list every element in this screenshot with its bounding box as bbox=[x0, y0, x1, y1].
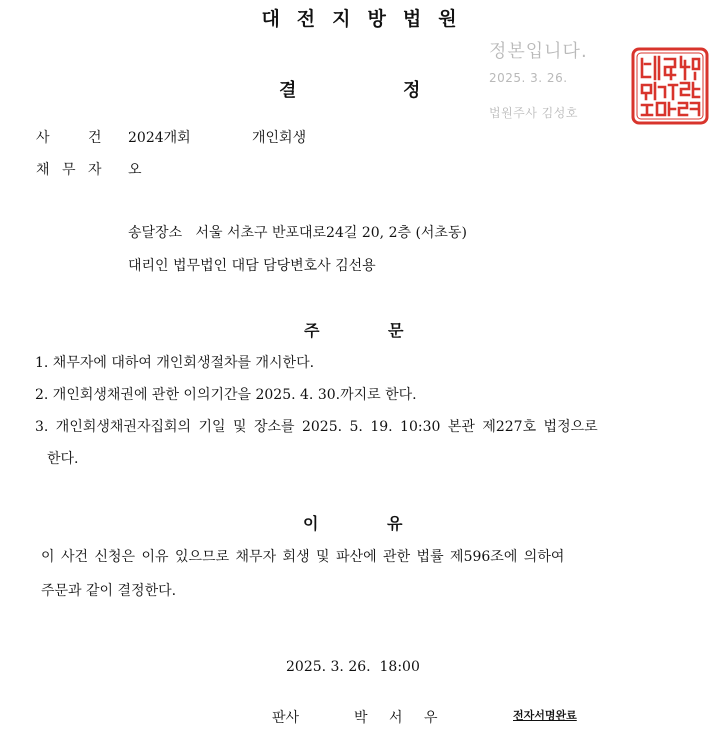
reason-heading-char-1: 이 bbox=[303, 514, 319, 533]
debtor-label-char-3: 자 bbox=[88, 162, 102, 178]
debtor-label-char-2: 무 bbox=[62, 162, 76, 178]
legal-agent: 대리인 법무법인 대담 담당변호사 김선용 bbox=[128, 258, 376, 274]
judge-title: 판사 bbox=[272, 710, 300, 726]
reason-heading-char-2: 유 bbox=[387, 514, 403, 533]
case-label-char-1: 사 bbox=[36, 130, 50, 146]
document-type-char-2: 정 bbox=[403, 80, 421, 101]
certified-copy-text: 정본입니다. bbox=[489, 41, 588, 62]
certifying-clerk: 법원주사 김성호 bbox=[489, 106, 578, 120]
reason-line-1: 이 사건 신청은 이유 있으므로 채무자 회생 및 파산에 관한 법률 제596조에 의하여 bbox=[41, 549, 565, 565]
order-item-3: 3. 개인회생채권자집회의 기일 및 장소를 2025. 5. 19. 10:30 본관 제227호 법정으로 bbox=[35, 419, 598, 435]
judge-name-char-1: 박 bbox=[354, 710, 368, 726]
order-item-1: 1. 채무자에 대하여 개인회생절차를 개시한다. bbox=[35, 355, 315, 371]
debtor-label-char-1: 채 bbox=[36, 162, 50, 178]
debtor-name: 오 bbox=[128, 162, 142, 178]
service-address: 송달장소 서울 서초구 반포대로24길 20, 2층 (서초동) bbox=[128, 225, 467, 241]
court-name: 대전지방법원 bbox=[261, 8, 474, 30]
decision-datetime: 2025. 3. 26. 18:00 bbox=[286, 659, 420, 675]
judge-name-char-2: 서 bbox=[389, 710, 403, 726]
case-number: 2024개회 bbox=[128, 130, 191, 146]
electronic-signature-complete: 전자서명완료 bbox=[513, 709, 577, 722]
reason-line-2: 주문과 같이 결정한다. bbox=[41, 583, 177, 599]
case-name: 개인회생 bbox=[252, 130, 307, 146]
case-label-char-2: 건 bbox=[88, 130, 102, 146]
judge-name-char-3: 우 bbox=[424, 710, 438, 726]
court-seal-icon bbox=[631, 47, 709, 125]
order-item-3-continuation: 한다. bbox=[47, 451, 79, 467]
order-item-2: 2. 개인회생채권에 관한 이의기간을 2025. 4. 30.까지로 한다. bbox=[35, 387, 417, 403]
certified-date: 2025. 3. 26. bbox=[489, 71, 568, 85]
order-heading-char-1: 주 bbox=[304, 321, 320, 340]
order-heading-char-2: 문 bbox=[388, 321, 404, 340]
document-type-char-1: 결 bbox=[279, 80, 297, 101]
